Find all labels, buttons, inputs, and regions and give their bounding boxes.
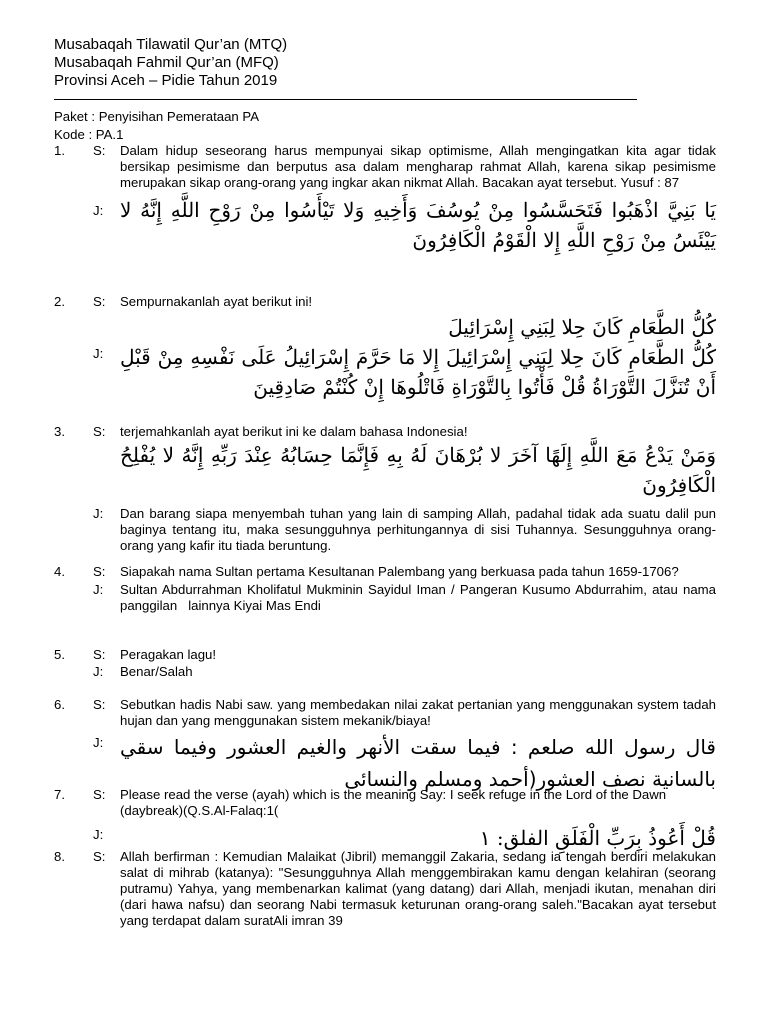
document-header bbox=[54, 36, 287, 90]
question-number: 5. bbox=[54, 647, 65, 662]
s-label: S: bbox=[93, 647, 106, 662]
answer-text: Dan barang siapa menyembah tuhan yang lain di samping Allah, padahal tidak ada suatu dalil pun baginya tentang itu, maka sesungguhnya perhitungannya di sisi Tuhannya. Sesungguhnya orang-orang yang kafir itu tiada beruntung. bbox=[120, 506, 716, 553]
question-number: 8. bbox=[54, 849, 65, 864]
question-text: Siapakah nama Sultan pertama Kesultanan Palembang yang berkuasa pada tahun 1659-1706? bbox=[120, 564, 679, 579]
question-number: 2. bbox=[54, 294, 65, 309]
question-text: Sempurnakanlah ayat berikut ini! bbox=[120, 294, 313, 309]
question-text: Please read the verse (ayah) which is the meaning Say: I seek refuge in the Lord of the Dawn (daybreak)(Q.S.Al-Falaq:1( bbox=[120, 787, 667, 818]
question-1 bbox=[54, 143, 716, 255]
question-arabic: وَمَنْ يَدْعُ مَعَ اللَّهِ إِلَهًا آخَرَ لا بُرْهَانَ لَهُ بِهِ فَإِنَّمَا حِسَابُهُ عِنْدَ رَبِّهِ إِنَّهُ لا يُفْلِحُ الْكَافِرُونَ bbox=[120, 443, 716, 497]
answer-arabic: كُلُّ الطَّعَامِ كَانَ حِلا لِبَنِي إِسْرَائِيلَ إِلا مَا حَرَّمَ إِسْرَائِيلُ عَلَى نَفْسِهِ مِنْ قَبْلِ أَنْ تُنَزَّلَ التَّوْرَاةُ قُلْ فَأْتُوا بِالتَّوْرَاةِ فَاتْلُوهَا إِنْ كُنْتُمْ صَادِقِينَ bbox=[120, 345, 716, 399]
s-label: S: bbox=[93, 294, 106, 309]
j-label: J: bbox=[93, 582, 104, 597]
question-number: 7. bbox=[54, 787, 65, 802]
question-arabic: كُلُّ الطَّعَامِ كَانَ حِلا لِبَنِي إِسْرَائِيلَ bbox=[448, 315, 716, 339]
question-text: terjemahkanlah ayat berikut ini ke dalam bahasa Indonesia! bbox=[120, 424, 468, 439]
header-line-province: Provinsi Aceh – Pidie Tahun 2019 bbox=[54, 72, 278, 89]
j-label: J: bbox=[93, 735, 104, 750]
header-line-mfq: Musabaqah Fahmil Qur’an (MFQ) bbox=[54, 54, 279, 71]
question-3 bbox=[54, 424, 716, 554]
s-label: S: bbox=[93, 143, 106, 158]
question-text: Allah berfirman : Kemudian Malaikat (Jibril) memanggil Zakaria, sedang ia tengah berdiri melakukan salat di mihrab (katanya): "Sesungguhnya Allah menggembirakan kamu dengan kelahiran (seorang putramu) Yahya, yang membenarkan kalimat (yang datang) dari Allah, menjadi ikutan, menahan diri (dari hawa nafsu) dan seorang Nabi termasuk keturunan orang-orang saleh."Bacakan ayat tersebut yang terdapat dalam suratAli imran 39 bbox=[120, 849, 716, 928]
header-divider bbox=[54, 99, 637, 100]
question-number: 6. bbox=[54, 697, 65, 712]
question-number: 1. bbox=[54, 143, 65, 158]
kode-line: Kode : PA.1 bbox=[54, 127, 124, 142]
answer-text: Sultan Abdurrahman Kholifatul Mukminin Sayidul Iman / Pangeran Kusumo Abdurrahim, atau nama panggilan lainnya Kiyai Mas Endi bbox=[120, 582, 720, 613]
question-text: Dalam hidup seseorang harus mempunyai sikap optimisme, Allah mengingatkan kita agar tidak bersikap pesimisme dan berputus asa dalam mengharap rahmat Allah, karena sikap pesimisme merupakan sikap orang-orang yang ingkar akan nikmat Allah. Bacakan ayat tersebut. Yusuf : 87 bbox=[120, 143, 716, 190]
answer-arabic: قال رسول الله صلعم : فيما سقت الأنهر والغيم العشور وفيما سقي بالسانية نصف العشور(أحمد ومسلم والنسائى bbox=[120, 735, 716, 791]
question-text: Sebutkan hadis Nabi saw. yang membedakan nilai zakat pertanian yang menggunakan system tadah hujan dan yang menggunakan sistem mekanik/biaya! bbox=[120, 697, 716, 728]
paket-line: Paket : Penyisihan Pemerataan PA bbox=[54, 109, 260, 124]
question-7 bbox=[54, 787, 716, 853]
j-label: J: bbox=[93, 506, 104, 521]
j-label: J: bbox=[93, 664, 104, 679]
s-label: S: bbox=[93, 849, 106, 864]
answer-arabic: يَا بَنِيَّ اذْهَبُوا فَتَحَسَّسُوا مِنْ يُوسُفَ وَأَخِيهِ وَلا تَيْأَسُوا مِنْ رَوْحِ اللَّهِ إِنَّهُ لا يَيْئَسُ مِنْ رَوْحِ اللَّهِ إِلا الْقَوْمُ الْكَافِرُونَ bbox=[120, 198, 716, 252]
s-label: S: bbox=[93, 424, 106, 439]
question-number: 3. bbox=[54, 424, 65, 439]
question-4 bbox=[54, 564, 720, 614]
question-number: 4. bbox=[54, 564, 65, 579]
j-label: J: bbox=[93, 203, 104, 218]
question-5 bbox=[54, 647, 716, 680]
answer-arabic: قُلْ أَعُوذُ بِرَبِّ الْفَلَقِ الفلق: ١ bbox=[479, 826, 716, 850]
question-6 bbox=[54, 697, 716, 795]
question-2 bbox=[54, 294, 716, 402]
s-label: S: bbox=[93, 564, 106, 579]
header-line-mtq: Musabaqah Tilawatil Qur’an (MTQ) bbox=[54, 36, 288, 53]
s-label: S: bbox=[93, 787, 106, 802]
question-8 bbox=[54, 849, 716, 929]
s-label: S: bbox=[93, 697, 106, 712]
question-text: Peragakan lagu! bbox=[120, 647, 217, 662]
answer-text: Benar/Salah bbox=[120, 664, 193, 679]
j-label: J: bbox=[93, 827, 104, 842]
j-label: J: bbox=[93, 346, 104, 361]
